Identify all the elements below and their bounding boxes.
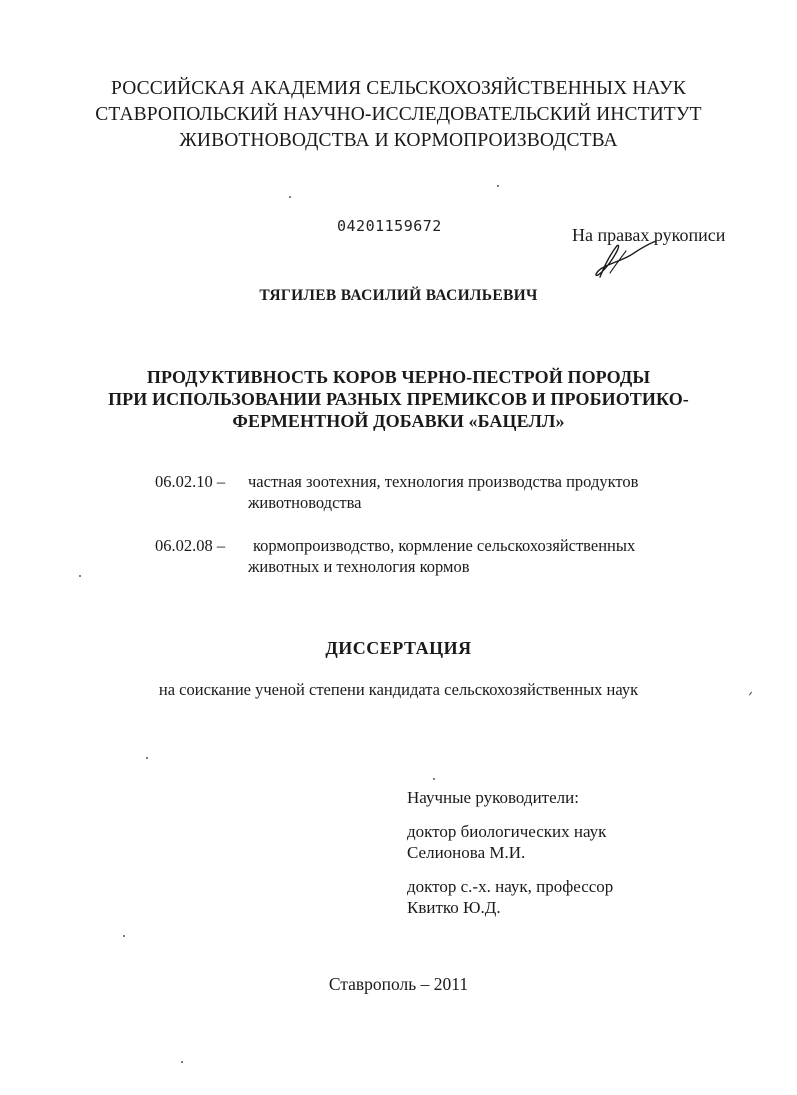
specialty-description: животноводства bbox=[248, 493, 362, 512]
title-line: ПРИ ИСПОЛЬЗОВАНИИ РАЗНЫХ ПРЕМИКСОВ И ПРОБИОТИКО- bbox=[108, 389, 689, 409]
document-type: ДИССЕРТАЦИЯ bbox=[325, 638, 472, 658]
supervisor-name: Квитко Ю.Д. bbox=[407, 898, 501, 917]
supervisors-heading: Научные руководители: bbox=[407, 788, 579, 807]
specialty-description: кормопроизводство, кормление сельскохозяйственных bbox=[253, 536, 636, 555]
scan-speck bbox=[181, 1061, 183, 1063]
supervisor-entry bbox=[407, 876, 613, 918]
signature-icon bbox=[590, 237, 660, 281]
academy-name: РОССИЙСКАЯ АКАДЕМИЯ СЕЛЬСКОХОЗЯЙСТВЕННЫХ НАУК bbox=[111, 78, 686, 99]
manuscript-rights-label: На правах рукописи bbox=[572, 225, 726, 245]
department-name: ЖИВОТНОВОДСТВА И КОРМОПРОИЗВОДСТВА bbox=[179, 130, 618, 151]
specialty-description: частная зоотехния, технология производства продуктов bbox=[248, 472, 639, 491]
supervisor-name: Селионова М.И. bbox=[407, 843, 526, 862]
title-line: ПРОДУКТИВНОСТЬ КОРОВ ЧЕРНО-ПЕСТРОЙ ПОРОДЫ bbox=[146, 367, 651, 387]
supervisor-rank: доктор с.-х. наук, профессор bbox=[407, 877, 614, 896]
specialty-code: 06.02.08 – bbox=[155, 536, 226, 555]
organization-header bbox=[0, 76, 797, 154]
city-year: Ставрополь – 2011 bbox=[328, 974, 469, 994]
supervisor-entry bbox=[407, 821, 613, 863]
scan-speck bbox=[497, 185, 499, 187]
library-stamp-number: 04201159672 bbox=[337, 217, 442, 235]
scan-speck bbox=[289, 196, 291, 198]
degree-statement: на соискание ученой степени кандидата сельскохозяйственных наук bbox=[158, 680, 639, 699]
specialty-description: животных и технология кормов bbox=[248, 557, 470, 576]
scan-speck bbox=[123, 935, 125, 937]
dissertation-title bbox=[0, 366, 797, 432]
supervisors-block bbox=[407, 787, 613, 931]
scan-speck bbox=[79, 575, 81, 577]
scan-speck bbox=[433, 778, 435, 780]
title-line: ФЕРМЕНТНОЙ ДОБАВКИ «БАЦЕЛЛ» bbox=[232, 411, 565, 431]
scan-speck bbox=[146, 757, 148, 759]
author-name: ТЯГИЛЕВ ВАСИЛИЙ ВАСИЛЬЕВИЧ bbox=[259, 287, 538, 304]
institute-name: СТАВРОПОЛЬСКИЙ НАУЧНО-ИССЛЕДОВАТЕЛЬСКИЙ ИНСТИТУТ bbox=[95, 104, 702, 125]
supervisor-rank: доктор биологических наук bbox=[407, 822, 607, 841]
specialty-code: 06.02.10 – bbox=[155, 472, 226, 491]
